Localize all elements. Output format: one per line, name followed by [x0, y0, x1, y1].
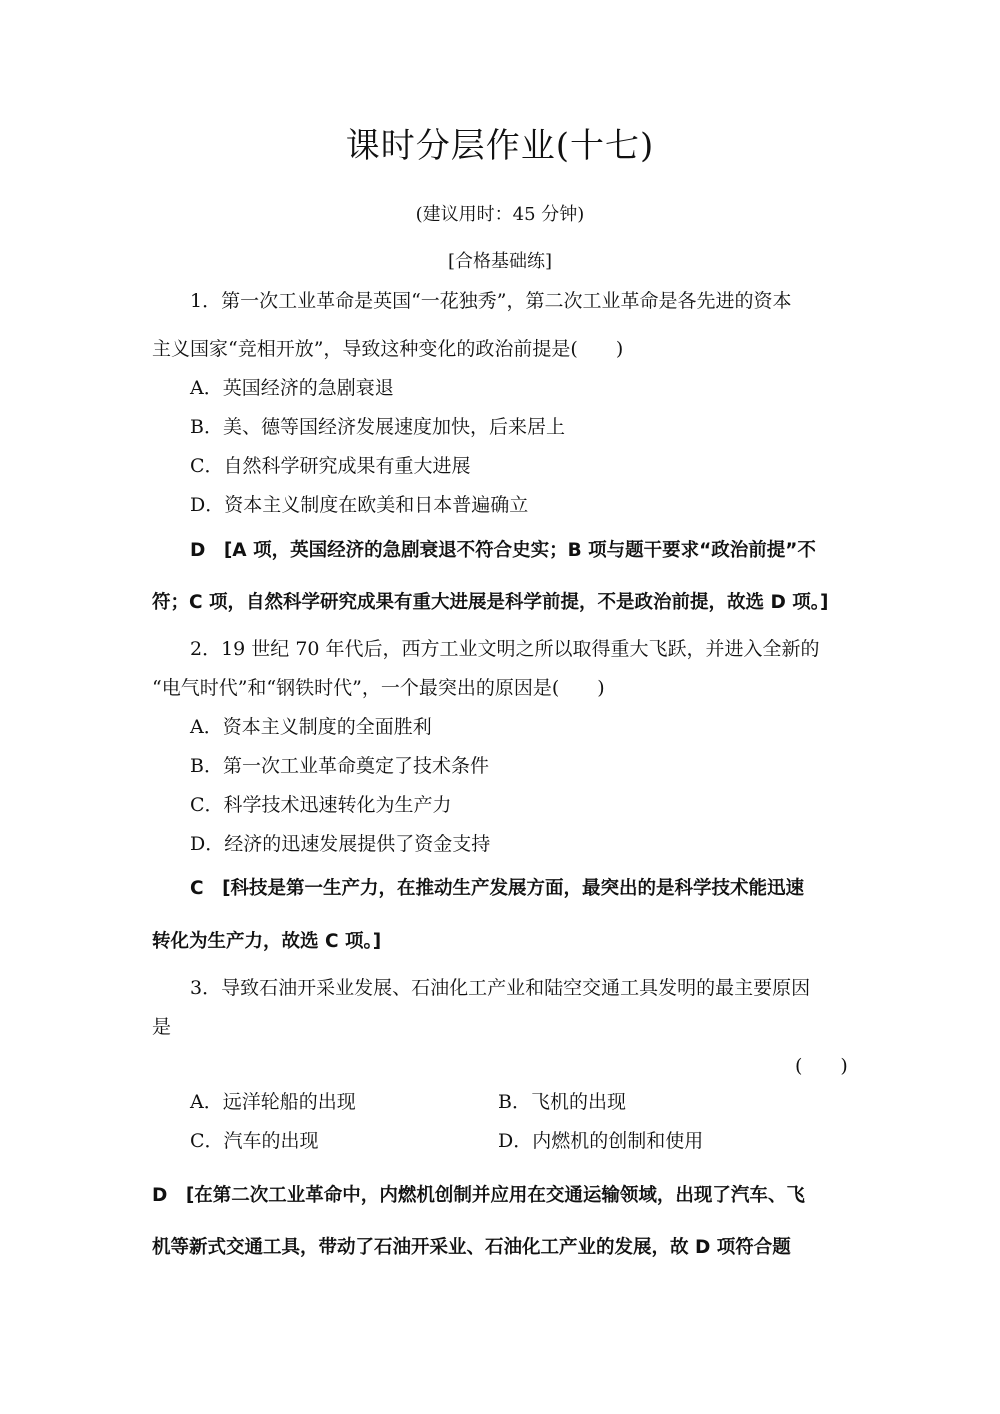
q3-answer-line2: 机等新式交通工具，带动了石油开采业、石油化工产业的发展，故 D 项符合题: [152, 1237, 791, 1258]
q1-option-a: A．英国经济的急剧衰退: [190, 377, 394, 399]
q2-option-c: C．科学技术迅速转化为生产力: [190, 794, 452, 816]
q1-option-d: D．资本主义制度在欧美和日本普遍确立: [190, 494, 529, 516]
q3-option-b: B．飞机的出现: [498, 1091, 626, 1113]
q2-option-a: A．资本主义制度的全面胜利: [190, 716, 432, 738]
q3-option-a: A．远洋轮船的出现: [190, 1091, 356, 1113]
q2-option-b: B．第一次工业革命奠定了技术条件: [190, 755, 489, 777]
q2-stem-line2: “电气时代”和“钢铁时代”，一个最突出的原因是( ): [152, 677, 605, 699]
q1-stem-line2: 主义国家“竞相开放”，导致这种变化的政治前提是( ): [152, 338, 624, 360]
q1-option-b: B．美、德等国经济发展速度加快，后来居上: [190, 416, 565, 438]
q3-answer-line1: D [在第二次工业革命中，内燃机创制并应用在交通运输领域，出现了汽车、飞: [152, 1185, 805, 1206]
q2-answer-line2: 转化为生产力，故选 C 项。]: [152, 931, 382, 952]
q1-option-c: C．自然科学研究成果有重大进展: [190, 455, 471, 477]
q3-stem-line1: 3．导致石油开采业发展、石油化工产业和陆空交通工具发明的最主要原因: [190, 977, 811, 999]
q3-option-d: D．内燃机的创制和使用: [498, 1130, 704, 1152]
q1-answer-line2: 符；C 项，自然科学研究成果有重大进展是科学前提，不是政治前提，故选 D 项。]: [152, 592, 829, 613]
q3-stem-line2: 是: [152, 1016, 172, 1038]
q3-answer-bracket: ( ): [795, 1055, 848, 1077]
q3-option-c: C．汽车的出现: [190, 1130, 319, 1152]
section-heading: [合格基础练]: [447, 251, 553, 272]
q2-stem-line1: 2．19 世纪 70 年代后，西方工业文明之所以取得重大飞跃，并进入全新的: [190, 638, 820, 660]
q1-stem-line1: 1．第一次工业革命是英国“一花独秀”，第二次工业革命是各先进的资本: [190, 290, 792, 312]
q2-answer-line1: C [科技是第一生产力，在推动生产发展方面，最突出的是科学技术能迅速: [190, 878, 805, 899]
q1-answer-line1: D [A 项，英国经济的急剧衰退不符合史实；B 项与题干要求“政治前提”不: [190, 540, 816, 561]
q2-option-d: D．经济的迅速发展提供了资金支持: [190, 833, 491, 855]
page-title: 课时分层作业(十七): [345, 126, 655, 166]
suggested-time: (建议用时：45 分钟): [415, 204, 585, 225]
